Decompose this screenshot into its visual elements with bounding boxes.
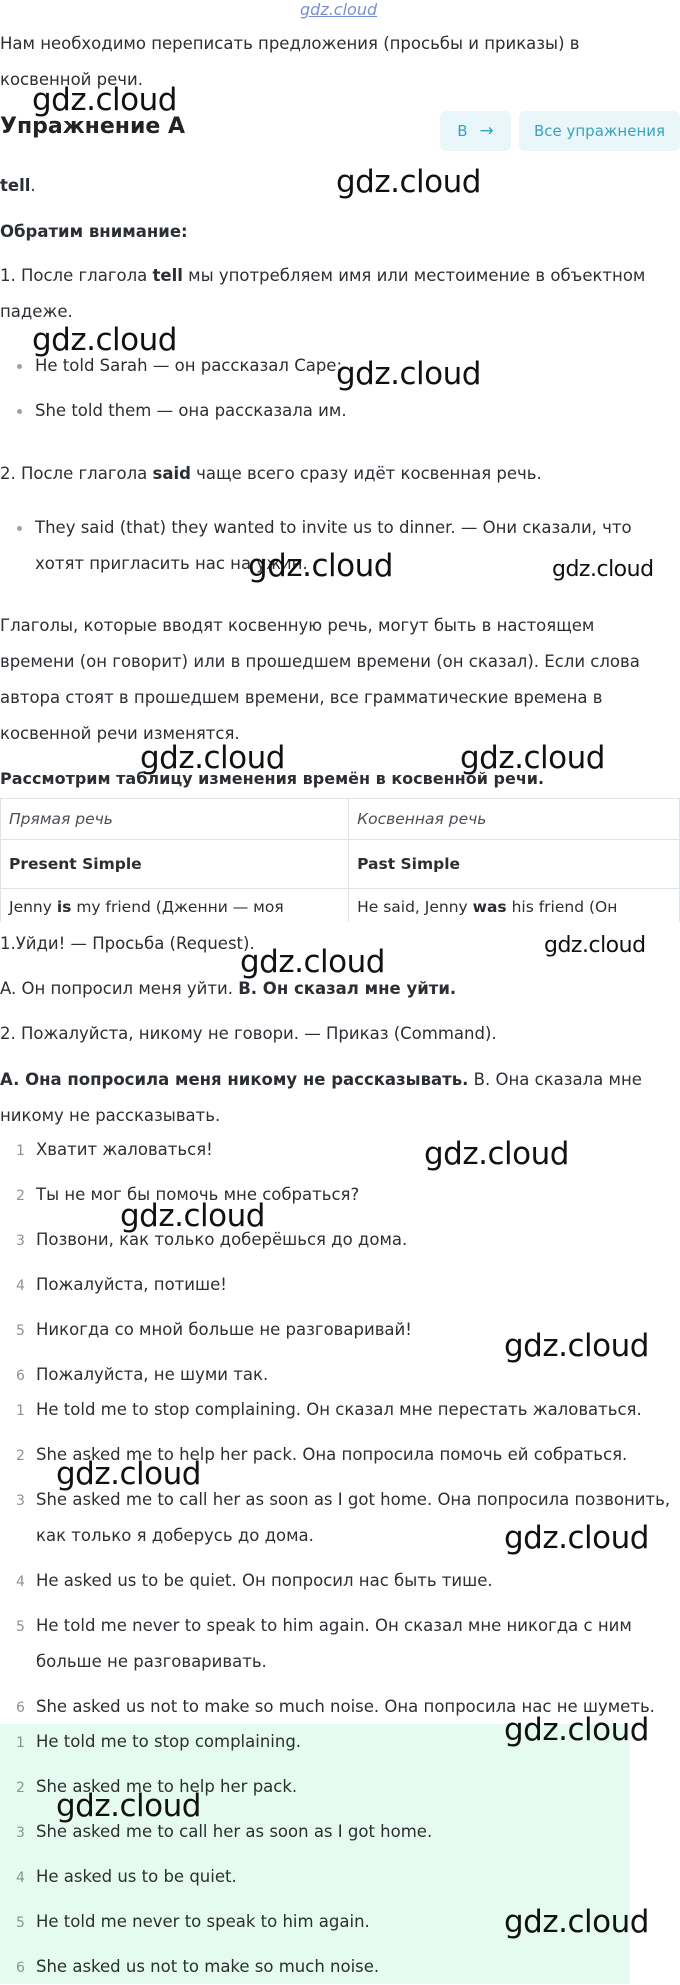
table-title: Рассмотрим таблицу изменения времён в косвенной речи.	[0, 769, 545, 788]
intro-text: Нам необходимо переписать предложения (просьбы и приказы) в косвенной речи.	[0, 34, 580, 89]
cell-text: Jenny	[9, 898, 57, 916]
item-number: 2	[16, 1780, 25, 1796]
list-item: He told me never to speak to him again. Он сказал мне никогда с ним больше не разговаривать.	[36, 1616, 632, 1671]
table-cell	[1, 889, 349, 923]
item-number: 1	[16, 1403, 25, 1419]
watermark: gdz.cloud	[56, 1788, 201, 1824]
item-number: 3	[16, 1493, 25, 1509]
table-row	[1, 840, 680, 889]
item-number: 4	[16, 1278, 25, 1294]
table-header-indirect: Косвенная речь	[349, 799, 680, 840]
item-number: 1	[16, 1143, 25, 1159]
watermark: gdz.cloud	[504, 1520, 649, 1556]
example-2: 2. Пожалуйста, никому не говори. — Приказ (Command).	[0, 1024, 497, 1043]
watermark: gdz.cloud	[504, 1712, 649, 1748]
example-1-answer-b: B. Он сказал мне уйти.	[238, 979, 457, 998]
list-item: She asked me to help her pack.	[36, 1777, 298, 1796]
note-2	[0, 456, 672, 492]
next-exercise-label: B	[457, 122, 468, 140]
note-1-text-c: мы употребляем имя или местоимение в объектном падеже.	[0, 266, 646, 321]
example-2-answer	[0, 1062, 672, 1134]
item-number: 4	[16, 1574, 25, 1590]
watermark: gdz.cloud	[248, 548, 393, 584]
bullet-icon	[17, 409, 22, 414]
answer-highlight	[0, 1724, 630, 1984]
cell-text: my friend (Дженни — моя	[71, 898, 284, 916]
item-number: 1	[16, 1735, 25, 1751]
watermark: gdz.cloud	[240, 944, 385, 980]
tell-dot: .	[30, 176, 36, 195]
example-1: 1.Уйди! — Просьба (Request).	[0, 934, 255, 953]
table-row	[1, 889, 680, 923]
all-exercises-button[interactable]	[519, 111, 680, 151]
watermark: gdz.cloud	[504, 1904, 649, 1940]
item-number: 6	[16, 1960, 25, 1976]
list-item: He told me to stop complaining.	[36, 1732, 302, 1751]
exercise-heading: Упражнение A	[0, 114, 185, 139]
list-item-text: She told them — она рассказала им.	[35, 401, 347, 420]
list-item: She asked me to call her as soon as I got home.	[36, 1822, 433, 1841]
attention-label: Обратим внимание:	[0, 222, 188, 241]
note-1-verb: tell	[152, 266, 183, 285]
watermark: gdz.cloud	[504, 1328, 649, 1364]
tell-line	[0, 168, 672, 204]
table-cell: Past Simple	[349, 840, 680, 889]
note-2-text-a: 2. После глагола	[0, 464, 153, 483]
example-1-answer	[0, 971, 672, 1007]
list-item: Ты не мог бы помочь мне собраться?	[36, 1185, 360, 1204]
watermark: gdz.cloud	[424, 1136, 569, 1172]
cell-verb: is	[56, 898, 72, 916]
list-item: He told me to stop complaining. Он сказал мне перестать жаловаться.	[36, 1400, 642, 1419]
list-item: He told me never to speak to him again.	[36, 1912, 370, 1931]
item-number: 6	[16, 1368, 25, 1384]
table-row	[1, 799, 680, 840]
cell-text: He said, Jenny	[357, 898, 473, 916]
table-cell	[349, 889, 680, 923]
item-number: 5	[16, 1323, 25, 1339]
item-number: 6	[16, 1700, 25, 1716]
watermark: gdz.cloud	[544, 933, 646, 958]
list-item: Пожалуйста, не шуми так.	[36, 1365, 269, 1384]
tense-table	[0, 798, 680, 922]
watermark: gdz.cloud	[32, 82, 177, 118]
example-2-answer-a: A. Она попросила меня никому не рассказывать.	[0, 1070, 469, 1089]
list-item: He asked us to be quiet. Он попросил нас быть тише.	[36, 1571, 493, 1590]
list-item-text: They said (that) they wanted to invite us to dinner. — Они сказали, что хотят пригласить нас на ужин.	[35, 518, 632, 573]
watermark: gdz.cloud	[56, 1456, 201, 1492]
list-item: She asked us not to make so much noise.	[36, 1957, 380, 1976]
list-item: She asked me to help her pack. Она попросила помочь ей собраться.	[36, 1445, 628, 1464]
item-number: 5	[16, 1619, 25, 1635]
example-1-answer-a: A. Он попросил меня уйти.	[0, 979, 239, 998]
note-2-verb: said	[152, 464, 191, 483]
item-number: 4	[16, 1870, 25, 1886]
watermark: gdz.cloud	[140, 740, 285, 776]
list-item: Пожалуйста, потише!	[36, 1275, 227, 1294]
cell-verb: was	[472, 898, 507, 916]
bullet-icon	[17, 364, 22, 369]
watermark: gdz.cloud	[32, 322, 177, 358]
tense-table-wrapper	[0, 798, 680, 922]
item-number: 3	[16, 1825, 25, 1841]
bullet-icon	[17, 526, 22, 531]
note-2-text-c: чаще всего сразу идёт косвенная речь.	[190, 464, 542, 483]
table-header-direct: Прямая речь	[1, 799, 349, 840]
list-item-text: He told Sarah — он рассказал Саре;	[35, 356, 343, 375]
list-item: Позвони, как только доберёшься до дома.	[36, 1230, 408, 1249]
watermark: gdz.cloud	[336, 356, 481, 392]
note-1	[0, 258, 672, 330]
tell-word: tell	[0, 176, 31, 195]
watermark: gdz.cloud	[552, 557, 654, 582]
list-item: Хватит жаловаться!	[36, 1140, 213, 1159]
example-2-answer-b: B. Она сказала мне никому не рассказывать.	[0, 1070, 642, 1125]
item-number: 5	[16, 1915, 25, 1931]
note-1-text-a: 1. После глагола	[0, 266, 153, 285]
next-exercise-button[interactable]	[440, 111, 511, 151]
watermark: gdz.cloud	[460, 740, 605, 776]
watermark: gdz.cloud	[120, 1198, 265, 1234]
list-item: He asked us to be quiet.	[36, 1867, 237, 1886]
item-number: 2	[16, 1188, 25, 1204]
watermark: gdz.cloud	[336, 164, 481, 200]
list-item: She asked me to call her as soon as I got home. Она попросила позвонить, как только я доберусь до дома.	[36, 1490, 671, 1545]
cell-text: his friend (Он	[506, 898, 618, 916]
tenses-paragraph: Глаголы, которые вводят косвенную речь, могут быть в настоящем времени (он говорит) или в прошедшем времени (он сказал). Если слова автора стоят в прошедшем времени, все грамматические времена в косвенной речи изменятся.	[0, 616, 640, 743]
all-exercises-label: Все упражнения	[533, 122, 666, 140]
top-watermark-link[interactable]: gdz.cloud	[300, 0, 378, 19]
list-item: She asked us not to make so much noise. Она попросила нас не шуметь.	[36, 1697, 655, 1716]
table-cell: Present Simple	[1, 840, 349, 889]
arrow-right-icon: →	[479, 121, 494, 141]
item-number: 3	[16, 1233, 25, 1249]
list-item: Никогда со мной больше не разговаривай!	[36, 1320, 412, 1339]
item-number: 2	[16, 1448, 25, 1464]
